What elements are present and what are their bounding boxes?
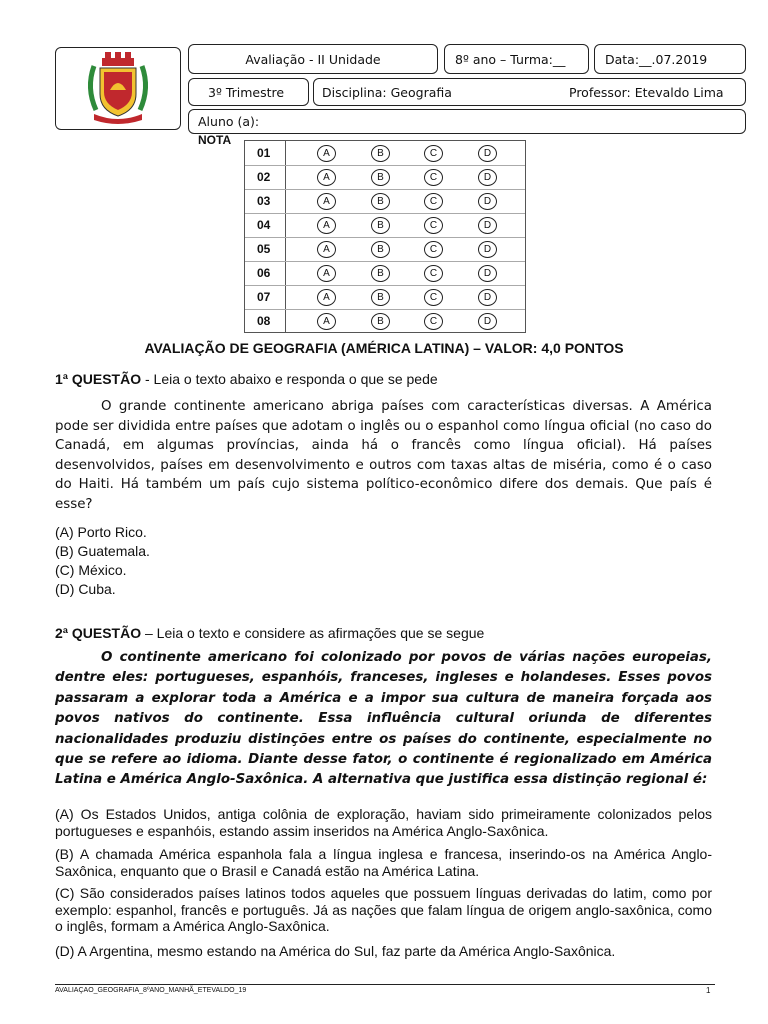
grid-row-line — [245, 237, 525, 238]
answer-bubble-b[interactable]: B — [371, 265, 390, 282]
q2-instruction: – Leia o texto e considere as afirmações que se segue — [141, 625, 485, 641]
q1-label: 1ª QUESTÃO — [55, 371, 142, 387]
grid-row-line — [245, 189, 525, 190]
answer-bubble-c[interactable]: C — [424, 241, 443, 258]
answer-bubble-c[interactable]: C — [424, 193, 443, 210]
answer-bubble-c[interactable]: C — [424, 169, 443, 186]
q2-heading — [55, 625, 484, 641]
q2-paragraph: O continente americano foi colonizado por povos de várias nações europeias, dentre eles: portugueses, espanhóis, franceses, ingleses e holandeses. Esses povos passaram a explorar toda a América e a impor sua cultura de maneira forçada aos povos nativos do continente. Essa influência cultural oriunda de diferentes nacionalidades produziu distinções entre os países do continente, especialmente no que se refere ao idioma. Diante desse fator, o continente é regionalizado em América Latina e América Anglo-Saxônica. A alternativa que justifica essa distinção regional é: — [55, 650, 712, 788]
answer-bubble-c[interactable]: C — [424, 289, 443, 306]
date-box — [594, 44, 746, 74]
grid-row-line — [245, 261, 525, 262]
answer-bubble-a[interactable]: A — [317, 265, 336, 282]
answer-bubble-a[interactable]: A — [317, 289, 336, 306]
q1-paragraph: O grande continente americano abriga países com características diversas. A América pode ser dividida entre países que adotam o inglês ou o espanhol como língua oficial (no caso do Canadá, em algumas províncias, ainda há o francês como língua oficial). Há países desenvolvidos, países em desenvolvimento e outros com taxas altas de miséria, como é o caso do Haiti. Há também um país cujo sistema político-econômico difere dos demais. Que país é esse? — [55, 399, 712, 512]
answer-row-number: 08 — [257, 314, 271, 328]
answer-row — [245, 189, 525, 213]
answer-bubble-c[interactable]: C — [424, 217, 443, 234]
q2-label: 2ª QUESTÃO — [55, 625, 142, 641]
answer-bubble-d[interactable]: D — [478, 313, 497, 330]
answer-row — [245, 237, 525, 261]
q1-option-d[interactable]: (D) Cuba. — [55, 581, 116, 597]
q1-heading — [55, 371, 438, 387]
answer-bubble-b[interactable]: B — [371, 145, 390, 162]
q2-option-b[interactable]: (B) A chamada América espanhola fala a língua inglesa e francesa, inserindo-os na América Anglo-Saxônica, enquanto que o Brasil e Canadá estão na América Latina. — [55, 846, 712, 879]
answer-row — [245, 309, 525, 333]
grade-class: 8º ano – Turma:__ — [455, 51, 566, 67]
discipline-teacher-box — [313, 78, 746, 106]
answer-bubble-d[interactable]: D — [478, 217, 497, 234]
answer-bubble-a[interactable]: A — [317, 169, 336, 186]
answer-row — [245, 261, 525, 285]
evaluation-title: Avaliação - II Unidade — [245, 51, 381, 67]
answer-row — [245, 285, 525, 309]
answer-bubble-a[interactable]: A — [317, 313, 336, 330]
answer-bubble-a[interactable]: A — [317, 217, 336, 234]
trimester-box — [188, 78, 309, 106]
answer-bubble-d[interactable]: D — [478, 289, 497, 306]
answer-row-number: 02 — [257, 170, 271, 184]
answer-bubble-b[interactable]: B — [371, 169, 390, 186]
grade-label: NOTA — [198, 133, 232, 147]
answer-bubble-a[interactable]: A — [317, 241, 336, 258]
answer-row-number: 06 — [257, 266, 271, 280]
footer-divider — [55, 984, 715, 985]
answer-row — [245, 165, 525, 189]
grid-row-line — [245, 309, 525, 310]
answer-bubble-d[interactable]: D — [478, 241, 497, 258]
answer-grid — [244, 140, 526, 333]
grid-row-line — [245, 165, 525, 166]
answer-row-number: 07 — [257, 290, 271, 304]
answer-bubble-b[interactable]: B — [371, 241, 390, 258]
q2-option-c[interactable]: (C) São considerados países latinos todos aqueles que possuem línguas derivadas do latim, como por exemplo: espanhol, francês e português. Já as nações que falam língua de origem anglo-saxônica, como o inglês, formam a América Anglo-Saxônica. — [55, 885, 712, 934]
date-field: Data:__.07.2019 — [605, 51, 708, 67]
municipal-crest-icon — [56, 48, 180, 129]
evaluation-box — [188, 44, 438, 74]
q2-option-d[interactable]: (D) A Argentina, mesmo estando na América do Sul, faz parte da América Anglo-Saxônica. — [55, 943, 616, 959]
answer-bubble-a[interactable]: A — [317, 193, 336, 210]
student-label: Aluno (a): — [198, 114, 260, 129]
answer-row — [245, 141, 525, 165]
trimester: 3º Trimestre — [208, 84, 285, 100]
answer-row-number: 05 — [257, 242, 271, 256]
grid-row-line — [245, 213, 525, 214]
answer-row-number: 04 — [257, 218, 271, 232]
answer-bubble-c[interactable]: C — [424, 145, 443, 162]
answer-bubble-b[interactable]: B — [371, 217, 390, 234]
student-box[interactable] — [188, 109, 746, 134]
q1-option-b[interactable]: (B) Guatemala. — [55, 543, 150, 559]
logo-box — [55, 47, 181, 130]
footer-filename: AVALIAÇAO_GEOGRAFIA_8ºANO_MANHÃ_ETEVALDO_19 — [55, 987, 247, 994]
answer-bubble-d[interactable]: D — [478, 265, 497, 282]
page-title: AVALIAÇÃO DE GEOGRAFIA (AMÉRICA LATINA) – VALOR: 4,0 PONTOS — [144, 340, 624, 356]
grid-row-line — [245, 285, 525, 286]
q1-instruction: - Leia o texto abaixo e responda o que se pede — [141, 371, 438, 387]
answer-bubble-b[interactable]: B — [371, 313, 390, 330]
answer-row-number: 01 — [257, 146, 271, 160]
q1-option-a[interactable]: (A) Porto Rico. — [55, 524, 147, 540]
q2-option-a[interactable]: (A) Os Estados Unidos, antiga colônia de exploração, haviam sido primeiramente colonizados pelos portugueses e espanhóis, estando assim inseridos na América Anglo-Saxônica. — [55, 806, 712, 839]
answer-bubble-a[interactable]: A — [317, 145, 336, 162]
page-number: 1 — [706, 986, 711, 995]
answer-bubble-d[interactable]: D — [478, 193, 497, 210]
q2-text — [55, 648, 712, 791]
answer-bubble-b[interactable]: B — [371, 289, 390, 306]
answer-row-number: 03 — [257, 194, 271, 208]
answer-row — [245, 213, 525, 237]
grade-class-box — [444, 44, 589, 74]
q1-option-c[interactable]: (C) México. — [55, 562, 127, 578]
q1-text — [55, 397, 712, 514]
answer-bubble-b[interactable]: B — [371, 193, 390, 210]
discipline: Disciplina: Geografia — [322, 84, 452, 100]
answer-bubble-c[interactable]: C — [424, 265, 443, 282]
answer-bubble-d[interactable]: D — [478, 169, 497, 186]
answer-bubble-d[interactable]: D — [478, 145, 497, 162]
answer-bubble-c[interactable]: C — [424, 313, 443, 330]
teacher: Professor: Etevaldo Lima — [569, 84, 724, 100]
